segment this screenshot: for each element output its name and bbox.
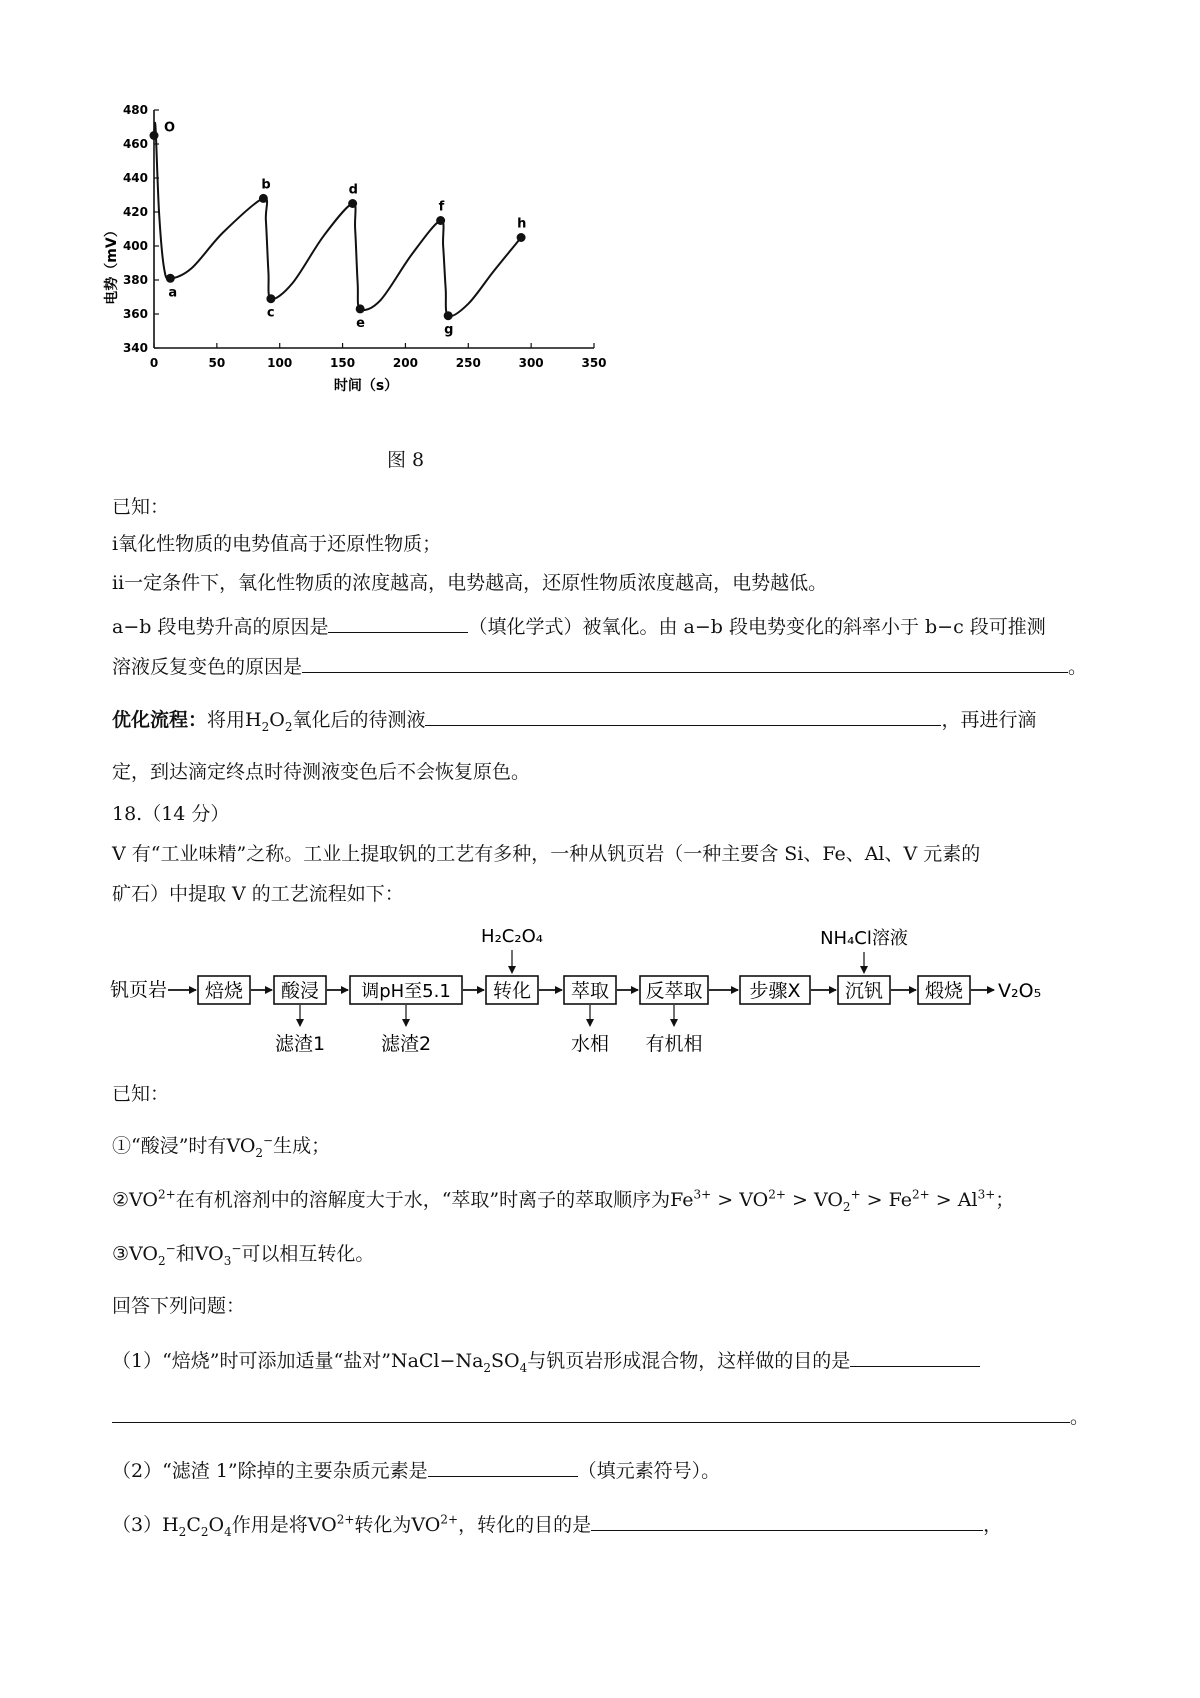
optimize-text3: ，再进行滴 — [941, 709, 1037, 731]
cond1-text-end: 生成； — [273, 1135, 331, 1157]
sub: 2 — [200, 1524, 209, 1539]
flow-step-acid-leach: 酸浸 — [280, 980, 320, 1002]
answer-blank-optimize[interactable] — [425, 705, 941, 726]
data-point-b — [259, 194, 268, 203]
x-tick-label: 100 — [267, 356, 293, 370]
chart-points — [150, 121, 527, 338]
gt: > — [866, 1189, 883, 1211]
q1-text2: 与钒页岩形成混合物，这样做的目的是 — [527, 1350, 851, 1372]
sub: 2 — [255, 1145, 264, 1160]
sup: 2+ — [336, 1512, 355, 1527]
q1-end: 。 — [1070, 1406, 1090, 1428]
h2o2-sub1: 2 — [261, 719, 270, 734]
data-point-e — [356, 304, 365, 313]
ion-al3: Al — [957, 1189, 978, 1211]
question-ab-text1: a−b 段电势升高的原因是 — [112, 616, 329, 638]
h2o2-h: H — [245, 709, 262, 731]
data-point-a — [166, 274, 175, 283]
data-point-label-c: c — [266, 305, 275, 321]
data-point-label-h: h — [517, 216, 527, 232]
cond3-text: 可以相互转化。 — [241, 1243, 375, 1265]
data-point-d — [348, 199, 357, 208]
sup: − — [231, 1241, 242, 1256]
sup: 3+ — [693, 1187, 712, 1202]
flow-output-aqueous: 水相 — [570, 1033, 610, 1055]
h2c2o4-c: C — [186, 1514, 201, 1536]
flow-step-back-extract: 反萃取 — [645, 980, 703, 1002]
question-ab-line2 — [112, 652, 1087, 681]
known-condition-1 — [112, 1132, 330, 1160]
y-tick-label: 380 — [122, 273, 148, 287]
ion-vo2-minus: VO — [226, 1135, 256, 1157]
flow-output-organic: 有机相 — [645, 1033, 703, 1055]
y-tick-label: 420 — [122, 205, 148, 219]
question-ab-text4: 。 — [1068, 656, 1088, 678]
data-point-label-e: e — [356, 315, 365, 331]
flow-step-roast: 焙烧 — [204, 980, 244, 1002]
data-point-label-g: g — [444, 322, 454, 338]
flow-output-residue1: 滤渣1 — [274, 1033, 326, 1055]
data-point-c — [266, 294, 275, 303]
sup: + — [850, 1187, 861, 1202]
ion-vo-2plus-q3b: VO — [411, 1514, 441, 1536]
flow-step-convert: 转化 — [492, 980, 532, 1002]
cond3-and: 和 — [175, 1243, 195, 1265]
data-point-label-b: b — [261, 177, 271, 193]
answer-blank-q1a[interactable] — [850, 1346, 980, 1367]
cond2-num: ② — [112, 1189, 130, 1211]
ion-fe2: Fe — [888, 1189, 913, 1211]
data-point-h — [517, 233, 526, 242]
flow-reagent-h2c2o4: H₂C₂O₄ — [481, 926, 543, 947]
ion-fe3: Fe — [670, 1189, 694, 1211]
answer-heading: 回答下列问题： — [112, 1295, 246, 1317]
question-ab-text2: （填化学式）被氧化。由 a−b 段电势变化的斜率小于 b−c 段可推测 — [468, 616, 1046, 638]
known-item-i: ⅰ氧化性物质的电势值高于还原性物质； — [112, 533, 442, 555]
question-18-intro2: 矿石）中提取 V 的工艺流程如下： — [112, 883, 404, 905]
ion-vo3-minus: VO — [194, 1243, 224, 1265]
question-1-line2 — [112, 1402, 1089, 1431]
q3-text3: ，转化的目的是 — [458, 1514, 592, 1536]
question-2 — [112, 1456, 720, 1485]
sub: 4 — [224, 1524, 232, 1539]
answer-blank-q3[interactable] — [591, 1510, 983, 1531]
sub: 2 — [483, 1360, 492, 1375]
h2o2-sub2: 2 — [284, 719, 293, 734]
data-point-label-a: a — [168, 285, 178, 301]
ion-vo2-minus-b: VO — [129, 1243, 159, 1265]
flow-product: V₂O₅ — [998, 980, 1042, 1002]
gt: > — [717, 1189, 734, 1211]
flow-step-adjust-ph: 调pH至5.1 — [361, 981, 451, 1002]
flow-step-extract: 萃取 — [570, 980, 610, 1002]
potential-time-chart — [100, 100, 660, 440]
sub: 4 — [519, 1360, 528, 1375]
optimize-line1 — [112, 705, 1037, 734]
question-ab-line1 — [112, 612, 1046, 641]
ion-vo2-plus: VO — [813, 1189, 843, 1211]
known-item-ii: ⅱ一定条件下，氧化性物质的浓度越高，电势越高，还原性物质浓度越高，电势越低。 — [112, 572, 828, 594]
q2-text: （2）“滤渣 1”除掉的主要杂质元素是 — [112, 1460, 428, 1482]
sup: 2+ — [768, 1187, 786, 1202]
flow-output-residue2: 滤渣2 — [380, 1033, 432, 1055]
flow-step-calcine: 煅烧 — [924, 980, 964, 1002]
q3-text2: 转化为 — [354, 1514, 412, 1536]
q3-text: 作用是将 — [231, 1514, 308, 1536]
na2so4-so: SO — [491, 1350, 520, 1372]
x-tick-label: 200 — [392, 356, 418, 370]
sub: 3 — [223, 1253, 232, 1268]
chart-series — [154, 120, 521, 316]
figure-caption: 图 8 — [387, 449, 425, 471]
optimize-text1: 将用 — [207, 709, 246, 731]
question-ab-text3: 溶液反复变色的原因是 — [112, 656, 303, 678]
q1-text: （1）“焙烧”时可添加适量“盐对”NaCl− — [112, 1350, 456, 1372]
chart-axes — [154, 110, 594, 348]
y-tick-label: 480 — [122, 103, 148, 117]
flow-step-step-x: 步骤X — [749, 980, 801, 1002]
sup: 2+ — [440, 1512, 459, 1527]
y-tick-label: 460 — [122, 137, 148, 151]
known-heading-2: 已知： — [112, 1083, 170, 1105]
x-tick-label: 0 — [149, 356, 159, 370]
y-tick-label: 440 — [122, 171, 148, 185]
ion-vo-2plus-b: VO — [739, 1189, 769, 1211]
question-1-line1 — [112, 1346, 980, 1375]
h2o2-o: O — [269, 709, 285, 731]
x-tick-label: 50 — [208, 356, 226, 370]
answer-blank-ab-reason[interactable] — [302, 652, 1068, 673]
ion-vo-2plus-q3a: VO — [307, 1514, 337, 1536]
gt: > — [791, 1189, 808, 1211]
q3-num: （3） — [112, 1514, 163, 1536]
flow-start-label: 钒页岩 — [110, 979, 168, 1001]
data-point-label-O: O — [164, 120, 176, 136]
answer-blank-ab-formula[interactable] — [328, 612, 468, 633]
flow-step-precipitate: 沉钒 — [844, 980, 884, 1002]
y-tick-label: 360 — [122, 307, 148, 321]
na2so4-na: Na — [455, 1350, 484, 1372]
x-axis-label: 时间（s） — [333, 378, 399, 394]
series-line — [154, 120, 521, 316]
sub: 2 — [158, 1253, 166, 1268]
q3-end: ， — [983, 1514, 1003, 1536]
sup: 2+ — [158, 1187, 176, 1202]
y-tick-label: 400 — [122, 239, 148, 253]
optimize-text2: 氧化后的待测液 — [292, 709, 426, 731]
q2-text2: （填元素符号）。 — [577, 1460, 721, 1482]
y-tick-label: 340 — [122, 341, 148, 355]
h2c2o4-h: H — [162, 1514, 179, 1536]
data-point-O — [150, 131, 159, 140]
optimize-label: 优化流程： — [112, 709, 208, 731]
x-tick-label: 250 — [455, 356, 481, 370]
sup: − — [165, 1241, 176, 1256]
data-point-label-f: f — [438, 199, 445, 215]
data-point-g — [444, 311, 453, 320]
y-axis-label: 电势（mV） — [104, 223, 120, 305]
gt: > — [935, 1189, 952, 1211]
flow-reagent-nh4cl: NH₄Cl溶液 — [820, 928, 908, 949]
answer-blank-q1b[interactable] — [112, 1402, 1070, 1423]
x-tick-label: 350 — [581, 356, 607, 370]
answer-blank-q2[interactable] — [428, 1456, 578, 1477]
question-18-intro1: V 有“工业味精”之称。工业上提取钒的工艺有多种，一种从钒页岩（一种主要含 Si、Fe、Al、V 元素的 — [112, 843, 981, 865]
sub: 2 — [178, 1524, 187, 1539]
known-heading-1: 已知： — [112, 496, 170, 518]
optimize-line2: 定，到达滴定终点时待测液变色后不会恢复原色。 — [112, 761, 531, 783]
cond3-num: ③ — [112, 1243, 130, 1265]
sup: 2+ — [912, 1187, 930, 1202]
sup: − — [263, 1133, 274, 1148]
sup: 3+ — [977, 1187, 996, 1202]
x-tick-label: 150 — [330, 356, 356, 370]
sub: 2 — [842, 1199, 851, 1214]
data-point-label-d: d — [348, 182, 358, 198]
data-point-f — [436, 216, 445, 225]
question-3 — [112, 1510, 1002, 1539]
known-condition-3 — [112, 1240, 374, 1268]
cond1-text: ①“酸浸”时有 — [112, 1135, 227, 1157]
h2c2o4-o: O — [208, 1514, 225, 1536]
process-flow-diagram — [100, 920, 1080, 1080]
question-18-header: 18.（14 分） — [112, 803, 230, 825]
x-tick-label: 300 — [518, 356, 544, 370]
ion-vo-2plus: VO — [129, 1189, 159, 1211]
known-condition-2: $②VO^{2+}$在有机溶剂中的溶解度大于水，“萃取”时离子的萃取顺序为$Fe^{3+} > VO^{2+} > VO_2^+ > Fe^{2+} > Al^{3+}$； — [112, 1187, 1015, 1214]
cond2-text: 在有机溶剂中的溶解度大于水，“萃取”时离子的萃取顺序为 — [175, 1189, 671, 1211]
